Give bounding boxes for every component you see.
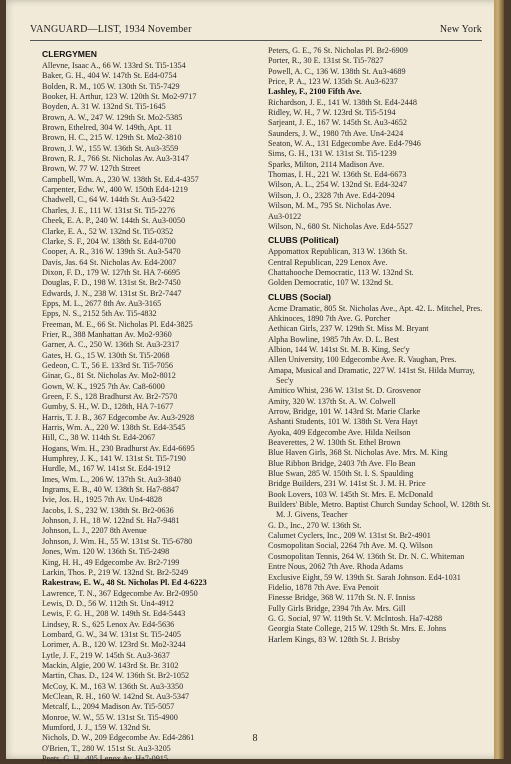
- directory-entry: Edwards, J. N., 238 W. 131st St. Br2-7447: [42, 288, 182, 298]
- directory-entry: Alpha Bowline, 1985 7th Av. D. L. Best: [268, 334, 399, 344]
- directory-entry: Cosmopolitan Tennis, 264 W. 136th St. Dr. N. C. Whiteman: [268, 551, 465, 561]
- directory-entry: King, H. H., 49 Edgecombe Av. Br2-7199: [42, 557, 180, 567]
- directory-entry: Chadwell, C., 64 W. 144th St. Au3-5422: [42, 195, 175, 205]
- directory-entry: Sarjeant, J. E., 167 W. 145th St. Au3-4652: [268, 118, 407, 128]
- page-number: 8: [252, 733, 258, 744]
- directory-entry: Nichols, D. W., 209 Edgecombe Av. Ed4-2861: [42, 733, 195, 743]
- directory-entry: Cosmopolitan Social, 2264 7th Ave. M. Q. Wilson: [268, 541, 433, 551]
- directory-entry: G. D., Inc., 270 W. 136th St.: [268, 520, 362, 530]
- directory-entry: Boyden, A. 31 W. 132nd St. Ti5-1645: [42, 102, 166, 112]
- directory-entry: Campbell, Wm. A., 230 W. 138th St. Ed.4-4357: [42, 174, 199, 184]
- directory-entry: Lewis, D. D., 56 W. 112th St. Un4-4912: [42, 598, 174, 608]
- directory-entry: Au3-0122: [268, 211, 302, 221]
- directory-entry: Acme Dramatic, 805 St. Nicholas Ave., Apt. 42. L. Mitchel, Pres.: [268, 303, 483, 313]
- directory-entry: Seaton, W. A., 131 Edgecombe Ave. Ed4-7946: [268, 139, 421, 149]
- directory-entry: Ivie, Jos. H., 1925 7th Av. Un4-4828: [42, 495, 163, 505]
- directory-entry: Thomas, I. H., 221 W. 136th St. Ed4-6673: [268, 170, 407, 180]
- right-column: [268, 46, 493, 645]
- directory-entry: Calumet Cyclers, Inc., 209 W. 131st St. Br2-4901: [268, 531, 431, 541]
- directory-entry: Ginar, G., 81 St. Nicholas Av. Mo2-8012: [42, 371, 176, 381]
- directory-entry: Ahkinoces, 1890 7th Ave. G. Porcher: [268, 313, 391, 323]
- directory-entry: Johnson, L. J., 2207 8th Avenue: [42, 526, 147, 536]
- directory-entry: Amapa, Musical and Dramatic, 227 W. 141st St. Hilda Murray, Sec'y: [268, 365, 475, 385]
- directory-entry: Mumford, J. J., 159 W. 132nd St.: [42, 723, 151, 732]
- directory-entry: Entre Nous, 2062 7th Ave. Rhoda Adams: [268, 562, 403, 572]
- directory-entry: Porter, R., 30 E. 131st St. Ti5-7827: [268, 56, 384, 66]
- directory-entry: Golden Democratic, 107 W. 132nd St.: [268, 278, 394, 288]
- directory-entry: Humphrey, J. K., 141 W. 131st St. Ti5-7190: [42, 454, 186, 464]
- directory-entry: Frier, R., 388 Manhattan Av. Mo2-9360: [42, 329, 172, 339]
- directory-entry: Charles, J. E., 111 W. 131st St. Ti5-2276: [42, 205, 175, 215]
- directory-entry: Mackin, Algie, 200 W. 143rd St. Br. 3102: [42, 660, 179, 670]
- directory-entry: Peters, G. E., 76 St. Nicholas Pl. Br2-6909: [268, 46, 408, 55]
- directory-entry: Lewis, F. G. H., 208 W. 149th St. Ed4-5443: [42, 609, 186, 619]
- directory-entry: Epps, M. L., 2677 8th Av. Au3-3165: [42, 298, 162, 308]
- directory-entry: Arrow, Bridge, 101 W. 143rd St. Marie Clarke: [268, 407, 421, 416]
- directory-entry: Brown, A. W., 247 W. 129th St. Mo2-5385: [42, 112, 183, 122]
- directory-entry: Bolden, R. M., 105 W. 130th St. Ti5-7429: [42, 81, 180, 91]
- directory-entry: Bridge Builders, 231 W. 141st St. J. M. H. Price: [268, 479, 426, 489]
- directory-entry: Aethican Girls, 237 W. 129th St. Miss M. Bryant: [268, 324, 429, 334]
- directory-entry: Fully Girls Bridge, 2394 7th Av. Mrs. Gill: [268, 603, 406, 613]
- directory-entry: Wilson, M. M., 795 St. Nicholas Ave.: [268, 201, 392, 211]
- directory-entry: Jones, Wm. 120 W. 136th St. Ti5-2498: [42, 547, 170, 557]
- header-rule: [30, 40, 482, 41]
- directory-entry: Amity, 320 W. 137th St. A. W. Colwell: [268, 396, 396, 406]
- directory-page: [6, 0, 504, 764]
- directory-entry: Hurdle, M., 167 W. 141st St. Ed4-1912: [42, 464, 171, 474]
- directory-entry: Green, F. S., 128 Bradhurst Av. Br2-7570: [42, 392, 178, 401]
- directory-entry: Clarke, E. A., 52 W. 132nd St. Ti5-0352: [42, 226, 174, 236]
- directory-entry: Freeman, M. E., 66 St. Nicholas Pl. Ed4-3825: [42, 319, 193, 329]
- directory-entry: Davis, Jas. 64 St. Nicholas Av. Ed4-2007: [42, 257, 177, 267]
- directory-entry: Lawrence, T. N., 367 Edgecombe Av. Br2-0950: [42, 588, 198, 598]
- directory-entry: McCoy, K. M., 163 W. 136th St. Au3-3350: [42, 681, 184, 691]
- directory-entry: Cheek, E. A. P., 240 W. 144th St. Au3-0050: [42, 216, 186, 226]
- directory-entry: Beaverettes, 2 W. 130th St. Ethel Brown: [268, 438, 401, 448]
- directory-entry: Jacobs, I. S., 232 W. 138th St. Br2-0636: [42, 505, 174, 515]
- directory-entry: Price, P. A., 123 W. 135th St. Au3-6237: [268, 77, 398, 87]
- directory-entry: Baker, G. H., 404 W. 147th St. Ed4-0754: [42, 71, 177, 81]
- directory-entry: Martin, Chas. D., 124 W. 136th St. Br2-1052: [42, 671, 190, 681]
- directory-entry: Harris, T. J. B., 367 Edgecombe Av. Au3-2928: [42, 412, 195, 422]
- directory-entry: Book Lovers, 103 W. 145th St. Mrs. E. McDonald: [268, 489, 433, 499]
- directory-entry: McClean, R. H., 160 W. 142nd St. Au3-5347: [42, 691, 190, 701]
- directory-entry: Monroe, W. W., 55 W. 131st St. Ti5-4900: [42, 712, 178, 722]
- directory-entry: G. G. Social, 97 W. 119th St. V. McIntosh. Ha7-4288: [268, 613, 443, 623]
- left-column: [42, 46, 260, 764]
- directory-entry: Epps, N. S., 2152 5th Av. Ti5-4832: [42, 309, 157, 319]
- directory-entry: Harris, Wm. A., 220 W. 138th St. Ed4-3545: [42, 423, 186, 433]
- directory-entry: Lashley, F., 2100 Fifth Ave.: [268, 87, 362, 97]
- directory-entry: Chattahooche Democratic, 113 W. 132nd St.: [268, 267, 414, 277]
- directory-entry: Clarke, S. F., 204 W. 138th St. Ed4-0700: [42, 236, 176, 246]
- directory-entry: Hill, C., 38 W. 114th St. Ed4-2067: [42, 433, 156, 443]
- directory-entry: Ridley, W. H., 7 W. 123rd St. Ti5-5194: [268, 108, 396, 118]
- directory-entry: Amitico Whist, 236 W. 131st St. D. Grosvenor: [268, 386, 421, 396]
- directory-entry: Albion, 144 W. 141st St. M. B. King, Sec'y: [268, 344, 410, 354]
- section-heading: CLUBS (Political): [268, 235, 339, 246]
- directory-entry: Powell, A. C., 136 W. 138th St. Au3-4689: [268, 66, 406, 76]
- directory-entry: Georgia State College, 215 W. 129th St. Mrs. E. Johns: [268, 624, 447, 634]
- directory-entry: Ingrams, E. B., 40 W. 138th St. Ha7-8847: [42, 485, 180, 495]
- directory-entry: Imes, Wm. L., 206 W. 137th St. Au3-3840: [42, 474, 181, 484]
- directory-entry: Lindsey, R. S., 625 Lenox Av. Ed4-5636: [42, 619, 175, 629]
- section-heading: CLUBS (Social): [268, 291, 332, 302]
- directory-entry: Blue Haven Girls, 368 St. Nicholas Ave. Mrs. M. King: [268, 448, 448, 458]
- directory-entry: Carpenter, Edw. W., 400 W. 150th Ed4-1219: [42, 185, 188, 195]
- directory-entry: Wilson, N., 680 St. Nicholas Ave. Ed4-5527: [268, 221, 413, 231]
- directory-entry: Central Republican, 229 Lenox Ave.: [268, 257, 388, 267]
- directory-entry: Fidelio, 1878 7th Ave. Eva Penoit: [268, 582, 379, 592]
- directory-entry: Garner, A. C., 250 W. 136th St. Au3-2317: [42, 340, 180, 350]
- directory-entry: Ashanti Students, 101 W. 138th St. Vera Hayt: [268, 417, 418, 427]
- directory-entry: Appomattox Republican, 313 W. 136th St.: [268, 247, 408, 257]
- directory-entry: Johnson, J. H., 18 W. 122nd St. Ha7-9481: [42, 516, 180, 526]
- directory-entry: Lytle, J. F., 219 W. 145th St. Au3-3637: [42, 650, 170, 660]
- directory-entry: Gumby, S. H., W. D., 128th, HA 7-1677: [42, 402, 174, 412]
- directory-entry: Metcalf, L., 2094 Madison Av. Ti5-5057: [42, 702, 175, 712]
- directory-entry: Finesse Bridge, 368 W. 117th St. N. F. Inniss: [268, 593, 416, 603]
- header-city: New York: [439, 24, 482, 35]
- directory-entry: Hogans, Wm. H., 230 Bradhurst Av. Ed4-6695: [42, 443, 195, 453]
- directory-entry: O'Brien, T., 280 W. 151st St. Au3-3205: [42, 743, 171, 753]
- header-title: VANGUARD—LIST, 1934 November: [30, 24, 192, 35]
- directory-entry: Ayoka, 409 Edgecombe Ave. Hilda Neilson: [268, 427, 411, 437]
- directory-entry: Cooper, A. R., 316 W. 139th St. Au3-5470: [42, 247, 181, 257]
- directory-entry: Gates, H. G., 15 W. 130th St. Ti5-2068: [42, 350, 170, 360]
- directory-entry: Gown, W. K., 1925 7th Av. Ca8-6000: [42, 381, 165, 391]
- directory-entry: Gedeon, C. T., 56 E. 133rd St. Ti5-7056: [42, 360, 173, 370]
- directory-entry: Booker, H. Arthur, 123 W. 120th St. Mo2-9717: [42, 92, 197, 102]
- directory-entry: Brown, H. C., 215 W. 129th St. Mo2-3810: [42, 133, 182, 143]
- directory-entry: Brown, Ethelred, 304 W. 149th, Apt. 11: [42, 123, 173, 133]
- directory-entry: Builders' Bible, Metro. Baptist Church Sunday School, W. 128th St. M. J. Givens, Teacher: [268, 500, 491, 520]
- page-header: [30, 24, 482, 38]
- directory-entry: Saunders, J. W., 1980 7th Ave. Un4-2424: [268, 128, 404, 138]
- section-heading: CLERGYMEN: [42, 49, 97, 59]
- directory-entry: Sims, G. H., 131 W. 131st St. Ti5-1239: [268, 149, 397, 159]
- directory-entry: Harlem Kings, 83 W. 128th St. J. Brisby: [268, 634, 401, 644]
- directory-entry: Brown, J. W., 155 W. 136th St. Au3-3559: [42, 143, 179, 153]
- directory-entry: Rakestraw, E. W., 48 St. Nicholas Pl. Ed 4-6223: [42, 578, 207, 588]
- directory-entry: Allen University, 100 Edgecombe Ave. R. Vaughan, Pres.: [268, 355, 457, 365]
- directory-entry: Exclusive Eight, 59 W. 139th St. Sarah Johnson. Ed4-1031: [268, 572, 461, 582]
- book-spine-edge: [494, 0, 504, 759]
- directory-entry: Larkin, Thos. P., 219 W. 132nd St. Br2-5249: [42, 567, 189, 577]
- directory-entry: Lombard, G. W., 34 W. 131st St. Ti5-2405: [42, 629, 181, 639]
- directory-entry: Wilson, A. L., 254 W. 132nd St. Ed4-3247: [268, 180, 408, 190]
- directory-entry: Brown, R. J., 766 St. Nicholas Av. Au3-3147: [42, 154, 189, 164]
- directory-entry: Richardson, J. E., 141 W. 138th St. Ed4-2448: [268, 97, 417, 107]
- directory-entry: Sparks, Milton, 2114 Madison Ave.: [268, 159, 385, 169]
- directory-entry: Brown, W. 77 W. 127th Street: [42, 164, 141, 174]
- directory-entry: Blue Ribbon Bridge, 2403 7th Ave. Flo Bean: [268, 458, 416, 468]
- directory-entry: Peets, G. H., 405 Lenox Av. Ha7-0915: [42, 754, 168, 764]
- directory-entry: Blue Swan, 285 W. 150th St. I. S. Spaulding: [268, 469, 414, 479]
- directory-entry: Allevne, Isaac A., 66 W. 133rd St. Ti5-1354: [42, 61, 186, 70]
- directory-entry: Wilson, J. O., 2328 7th Ave. Ed4-2094: [268, 190, 395, 200]
- directory-entry: Lorimer, A. B., 120 W. 123rd St. Mo2-3244: [42, 640, 186, 650]
- directory-entry: Johnson, J. Wm. H., 55 W. 131st St. Ti5-6780: [42, 536, 193, 546]
- directory-entry: Dixon, F. D., 179 W. 127th St. HA 7-6695: [42, 267, 181, 277]
- directory-entry: Douglas, F. D., 198 W. 131st St. Br2-7450: [42, 278, 181, 288]
